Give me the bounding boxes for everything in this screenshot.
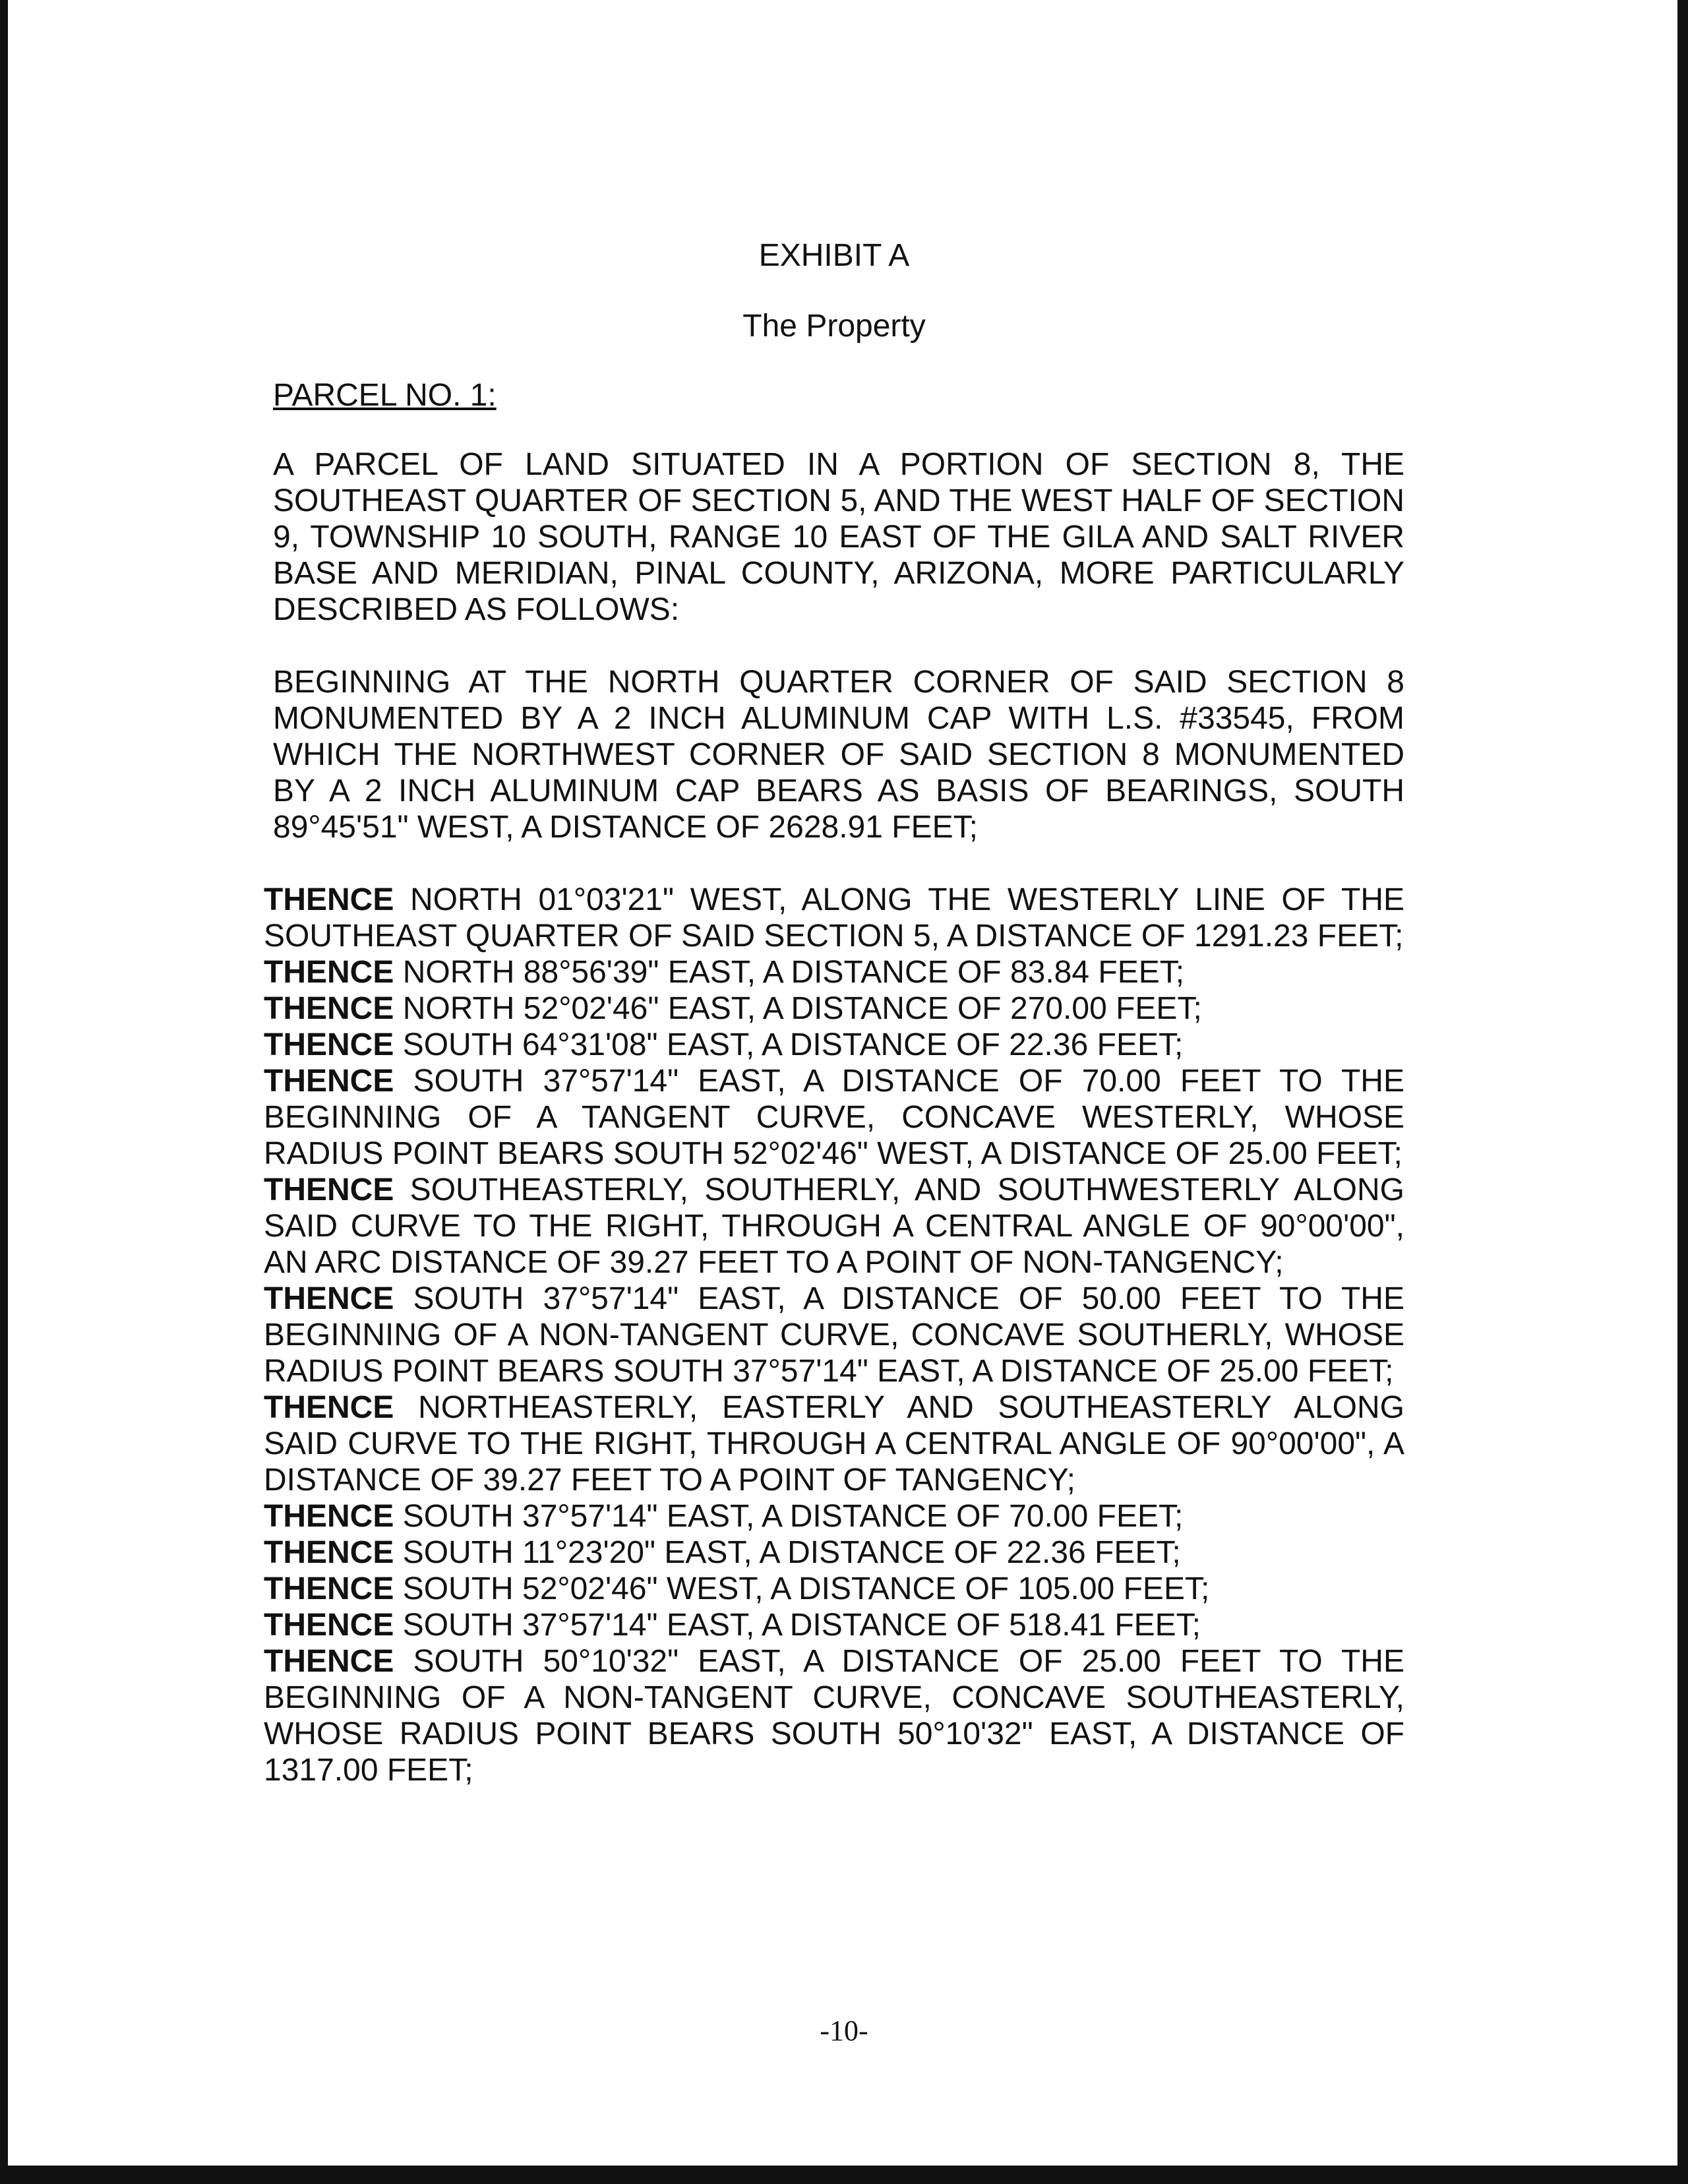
call-text: NORTH 52°02'46" EAST, A DISTANCE OF 270.00 FEET; — [402, 991, 1202, 1026]
scan-edge-right — [1677, 0, 1688, 2184]
parcel-intro-paragraph: A PARCEL OF LAND SITUATED IN A PORTION OF SECTION 8, THE SOUTHEAST QUARTER OF SECTION 5, AND THE WEST HALF OF SECTION 9, TOWNSHIP 10 SOUTH, RANGE 10 EAST OF THE GILA AND SALT RIVER BASE AND MERIDIAN, PINAL COUNTY, ARIZONA, MORE PARTICULARLY DESCRIBED AS FOLLOWS: — [273, 447, 1404, 627]
call-keyword: THENCE — [264, 1644, 394, 1679]
parcel-label: PARCEL NO. 1: — [273, 378, 497, 413]
exhibit-subtitle: The Property — [742, 309, 926, 344]
bearing-call — [264, 1281, 1404, 1389]
scan-edge-bottom — [0, 2166, 1688, 2184]
call-text: SOUTH 37°57'14" EAST, A DISTANCE OF 50.00 FEET TO THE BEGINNING OF A NON-TANGENT CURVE, CONCAVE SOUTHERLY, WHOSE RADIUS POINT BEARS SOUTH 37°57'14" EAST, A DISTANCE OF 25.00 FEET; — [264, 1281, 1404, 1389]
bearing-call — [264, 1643, 1404, 1788]
call-text: NORTHEASTERLY, EASTERLY AND SOUTHEASTERLY ALONG SAID CURVE TO THE RIGHT, THROUGH A CENTRAL ANGLE OF 90°00'00", A DISTANCE OF 39.27 FEET TO A POINT OF TANGENCY; — [264, 1390, 1405, 1498]
call-text: SOUTH 52°02'46" WEST, A DISTANCE OF 105.00 FEET; — [402, 1571, 1210, 1606]
call-text: SOUTH 50°10'32" EAST, A DISTANCE OF 25.00 FEET TO THE BEGINNING OF A NON-TANGENT CURVE, CONCAVE SOUTHEASTERLY, WHOSE RADIUS POINT BEARS SOUTH 50°10'32" EAST, A DISTANCE OF 1317.00 FEET; — [264, 1644, 1404, 1788]
bearing-call — [264, 1172, 1404, 1281]
call-keyword: THENCE — [264, 1281, 394, 1316]
page-number: -10- — [820, 2015, 868, 2047]
bearing-call — [264, 1607, 1404, 1643]
call-keyword: THENCE — [264, 1064, 394, 1099]
call-text: SOUTHEASTERLY, SOUTHERLY, AND SOUTHWESTERLY ALONG SAID CURVE TO THE RIGHT, THROUGH A CENTRAL ANGLE OF 90°00'00", AN ARC DISTANCE OF 39.27 FEET TO A POINT OF NON-TANGENCY; — [264, 1172, 1404, 1280]
bearing-call — [264, 1027, 1404, 1063]
call-text: SOUTH 37°57'14" EAST, A DISTANCE OF 518.41 FEET; — [402, 1608, 1201, 1643]
call-keyword: THENCE — [264, 955, 394, 990]
exhibit-title: EXHIBIT A — [758, 238, 910, 273]
bearing-call — [264, 1498, 1404, 1534]
call-keyword: THENCE — [264, 1027, 394, 1062]
call-keyword: THENCE — [264, 1499, 394, 1534]
call-keyword: THENCE — [264, 991, 394, 1026]
bearing-call — [264, 882, 1404, 954]
call-text: SOUTH 11°23'20" EAST, A DISTANCE OF 22.36 FEET; — [402, 1535, 1181, 1570]
call-text: SOUTH 37°57'14" EAST, A DISTANCE OF 70.00 FEET; — [402, 1499, 1184, 1534]
bearing-call — [264, 954, 1404, 990]
call-text: NORTH 01°03'21" WEST, ALONG THE WESTERLY LINE OF THE SOUTHEAST QUARTER OF SAID SECTION 5, A DISTANCE OF 1291.23 FEET; — [264, 882, 1404, 954]
bearing-calls-list — [264, 882, 1404, 1788]
call-keyword: THENCE — [264, 1571, 394, 1606]
bearing-call — [264, 1389, 1404, 1498]
call-keyword: THENCE — [264, 1608, 394, 1643]
call-keyword: THENCE — [264, 1172, 394, 1207]
scan-edge-left — [0, 0, 8, 2184]
bearing-call — [264, 990, 1404, 1027]
point-of-beginning-paragraph: BEGINNING AT THE NORTH QUARTER CORNER OF SAID SECTION 8 MONUMENTED BY A 2 INCH ALUMINUM CAP WITH L.S. #33545, FROM WHICH THE NORTHWEST CORNER OF SAID SECTION 8 MONUMENTED BY A 2 INCH ALUMINUM CAP BEARS AS BASIS OF BEARINGS, SOUTH 89°45'51" WEST, A DISTANCE OF 2628.91 FEET; — [273, 665, 1404, 845]
call-text: SOUTH 37°57'14" EAST, A DISTANCE OF 70.00 FEET TO THE BEGINNING OF A TANGENT CURVE, CONCAVE WESTERLY, WHOSE RADIUS POINT BEARS SOUTH 52°02'46" WEST, A DISTANCE OF 25.00 FEET; — [264, 1064, 1404, 1171]
bearing-call — [264, 1534, 1404, 1571]
bearing-call — [264, 1571, 1404, 1607]
call-text: SOUTH 64°31'08" EAST, A DISTANCE OF 22.36 FEET; — [402, 1027, 1184, 1062]
bearing-call — [264, 1063, 1404, 1172]
call-text: NORTH 88°56'39" EAST, A DISTANCE OF 83.84 FEET; — [402, 955, 1185, 990]
document-body — [264, 237, 1404, 1788]
call-keyword: THENCE — [264, 1390, 394, 1425]
call-keyword: THENCE — [264, 1535, 394, 1570]
call-keyword: THENCE — [264, 882, 394, 917]
